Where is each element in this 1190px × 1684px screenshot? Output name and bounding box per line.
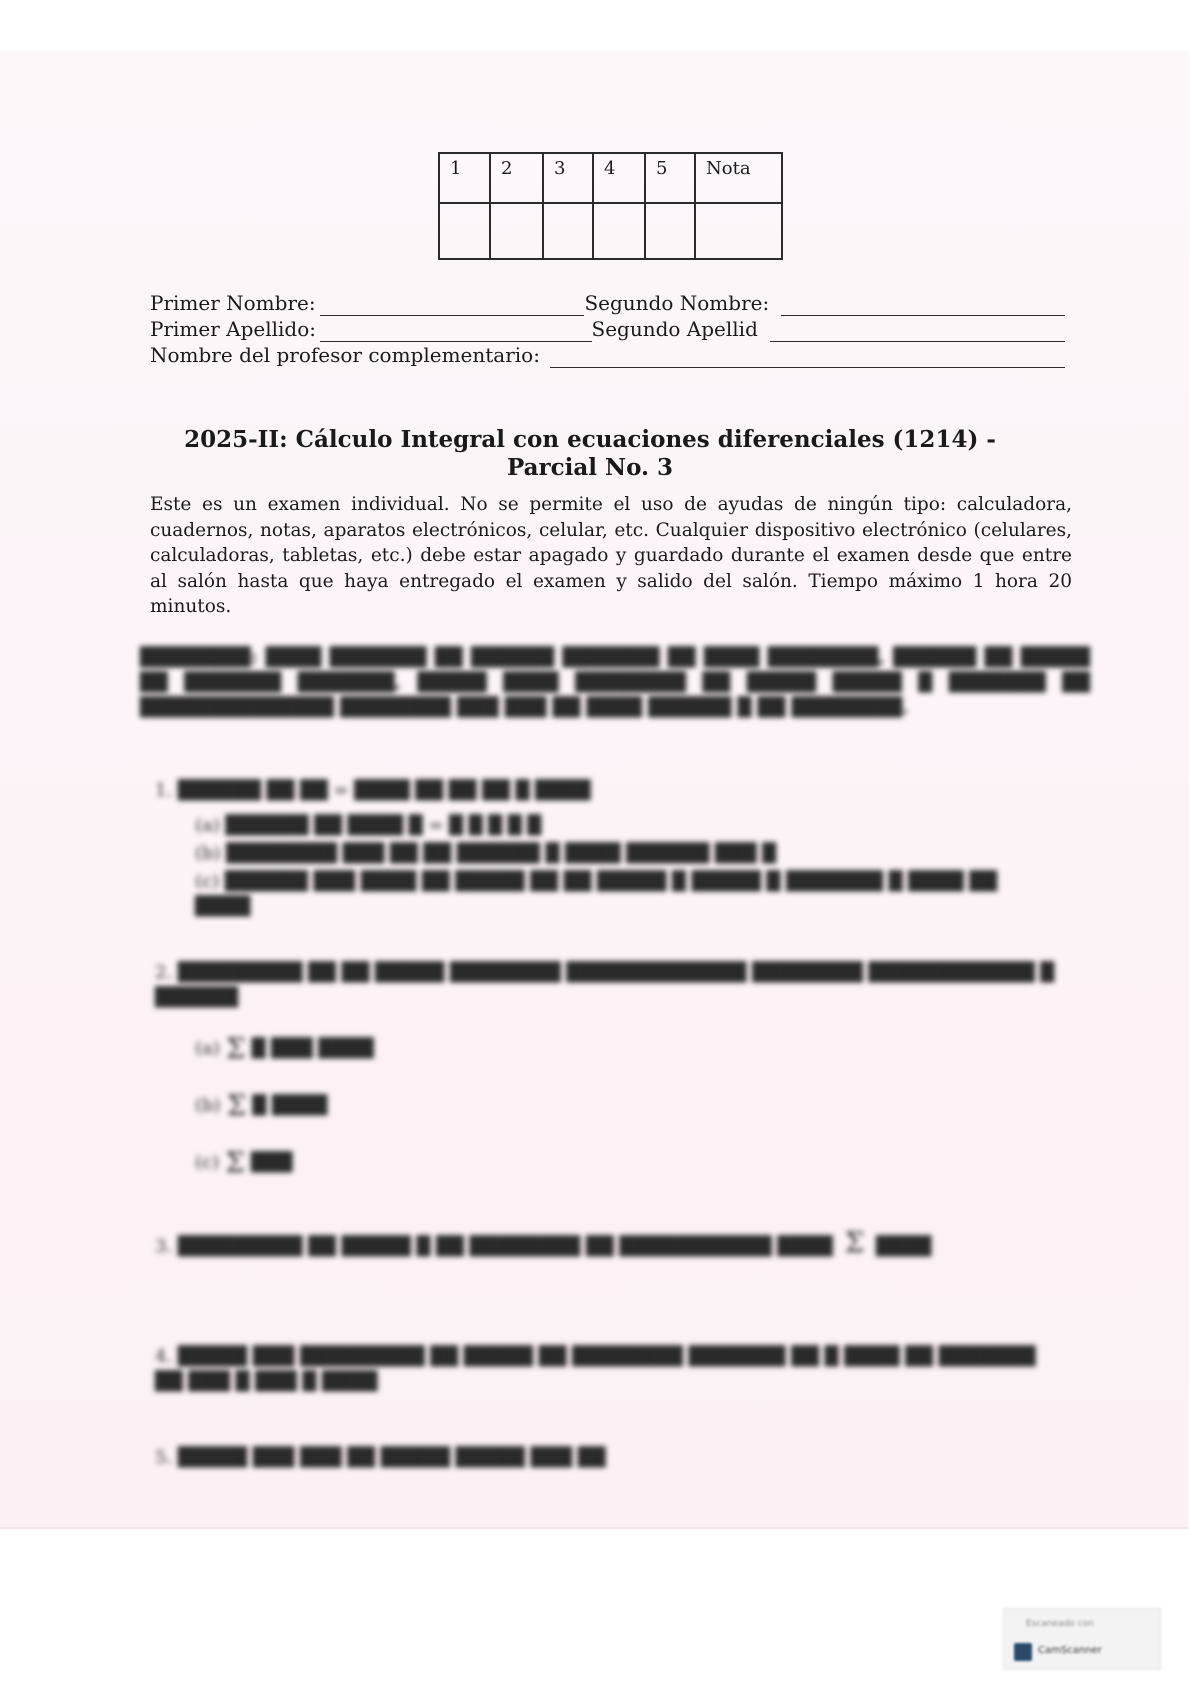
blurred-problem-2-parts — [195, 1020, 1055, 1191]
score-table-header-row — [439, 153, 782, 203]
score-header-5: 5 — [645, 153, 695, 203]
segundo-nombre-line — [781, 295, 1065, 316]
blurred-problem-4: 4. █████ ███ █████████ ██ █████ ██ ████████ ███████ ██ █ ████ ██ ███████ ██ ███ █ ███ █ ████ — [155, 1346, 1036, 1392]
blurred-problem-2b: (b) Σ █ ████ — [195, 1089, 328, 1122]
scanner-badge — [1003, 1608, 1161, 1670]
score-header-1: 1 — [439, 153, 490, 203]
name-fields — [150, 290, 1065, 368]
primer-nombre-label: Primer Nombre: — [150, 291, 316, 315]
primer-apellido-label: Primer Apellido: — [150, 317, 316, 341]
blurred-important-note: ████████: ████ ███████ ██ ██████ ███████ ██ ████ ████████, ██████ ██ █████ ██ ███████ ███████, █████ ████ ████████ ██ █████ █████ █ ███████ ██ ██████████████ ████████ ███ ███ ██ ████ ██████ █ ██ ████████. — [140, 647, 1090, 718]
scanner-badge-top-text: Escaneado con — [1026, 1619, 1094, 1629]
score-cell-3 — [543, 203, 593, 259]
blurred-problem-1-parts — [195, 813, 1055, 917]
score-cell-4 — [593, 203, 645, 259]
profesor-label: Nombre del profesor complementario: — [150, 343, 540, 367]
field-row-apellidos — [150, 316, 1065, 342]
score-header-3: 3 — [543, 153, 593, 203]
score-header-4: 4 — [593, 153, 645, 203]
segundo-nombre-label: Segundo Nombre: — [584, 291, 770, 315]
primer-apellido-line — [320, 321, 592, 342]
scanner-badge-bottom-text: CamScanner — [1038, 1645, 1102, 1656]
score-header-nota: Nota — [695, 153, 782, 203]
segundo-apellido-label: Segundo Apellid — [591, 317, 758, 341]
score-cell-nota — [695, 203, 782, 259]
scanner-logo-icon — [1014, 1643, 1032, 1661]
blurred-problem-1c: (c) ██████ ███ ████ ██ █████ ██ ██ █████ █ █████ █ ███████ █ ████ ██ ████ — [195, 871, 998, 917]
exam-title-line1: 2025-II: Cálculo Integral con ecuaciones diferenciales (1214) - — [184, 426, 996, 453]
score-table-blank-row — [439, 203, 782, 259]
blurred-problem-2a: (a) Σ █ ███ ████ — [195, 1032, 374, 1065]
profesor-line — [550, 347, 1065, 368]
exam-instructions: Este es un examen individual. No se permite el uso de ayudas de ningún tipo: calculadora, cuadernos, notas, aparatos electrónicos, celular, etc. Cualquier dispositivo electrónico (celulares, calculadoras, tabletas, etc.) debe estar apagado y guardado durante el examen desde que entre al salón hasta que haya entregado el examen y salido del salón. Tiempo máximo 1 hora 20 minutos. — [150, 494, 1072, 617]
field-row-nombres — [150, 290, 1065, 316]
blurred-problem-2-stem: 2. █████████ ██ ██ █████ ████████ █████████████ ████████ ████████████ █ ██████ — [155, 962, 1055, 1008]
exam-title-line2: Parcial No. 3 — [506, 454, 674, 481]
score-cell-1 — [439, 203, 490, 259]
blurred-problem-1a: (a) ██████ ██ ████ █ = █ █ █ █ █ — [195, 815, 542, 836]
score-cell-2 — [490, 203, 543, 259]
blurred-problem-1 — [155, 778, 1055, 917]
field-row-profesor — [150, 342, 1065, 368]
blurred-problem-1-stem: 1. ██████ ██ ██ = ████ ██ ██ ██ █ ████ — [155, 780, 591, 801]
blurred-problem-2c: (c) Σ ███ — [195, 1146, 293, 1179]
score-header-2: 2 — [490, 153, 543, 203]
blurred-problem-1b: (b) ████████ ███ ██ ██ ██████ █ ████ ██████ ███ █ — [195, 843, 777, 864]
exam-title — [120, 426, 1060, 482]
blurred-problem-2 — [155, 960, 1055, 1191]
sheet-edge — [0, 1527, 1188, 1529]
primer-nombre-line — [320, 295, 585, 316]
segundo-apellido-line — [770, 321, 1065, 342]
blurred-problem-3: 3. █████████ ██ █████ █ ██ ████████ ██ ███████████ ████ Σ ████ — [155, 1226, 932, 1259]
blurred-problem-5: 5. █████ ███ ███ ██ █████ █████ ███ ██ — [155, 1447, 606, 1468]
score-cell-5 — [645, 203, 695, 259]
score-table — [438, 152, 783, 260]
